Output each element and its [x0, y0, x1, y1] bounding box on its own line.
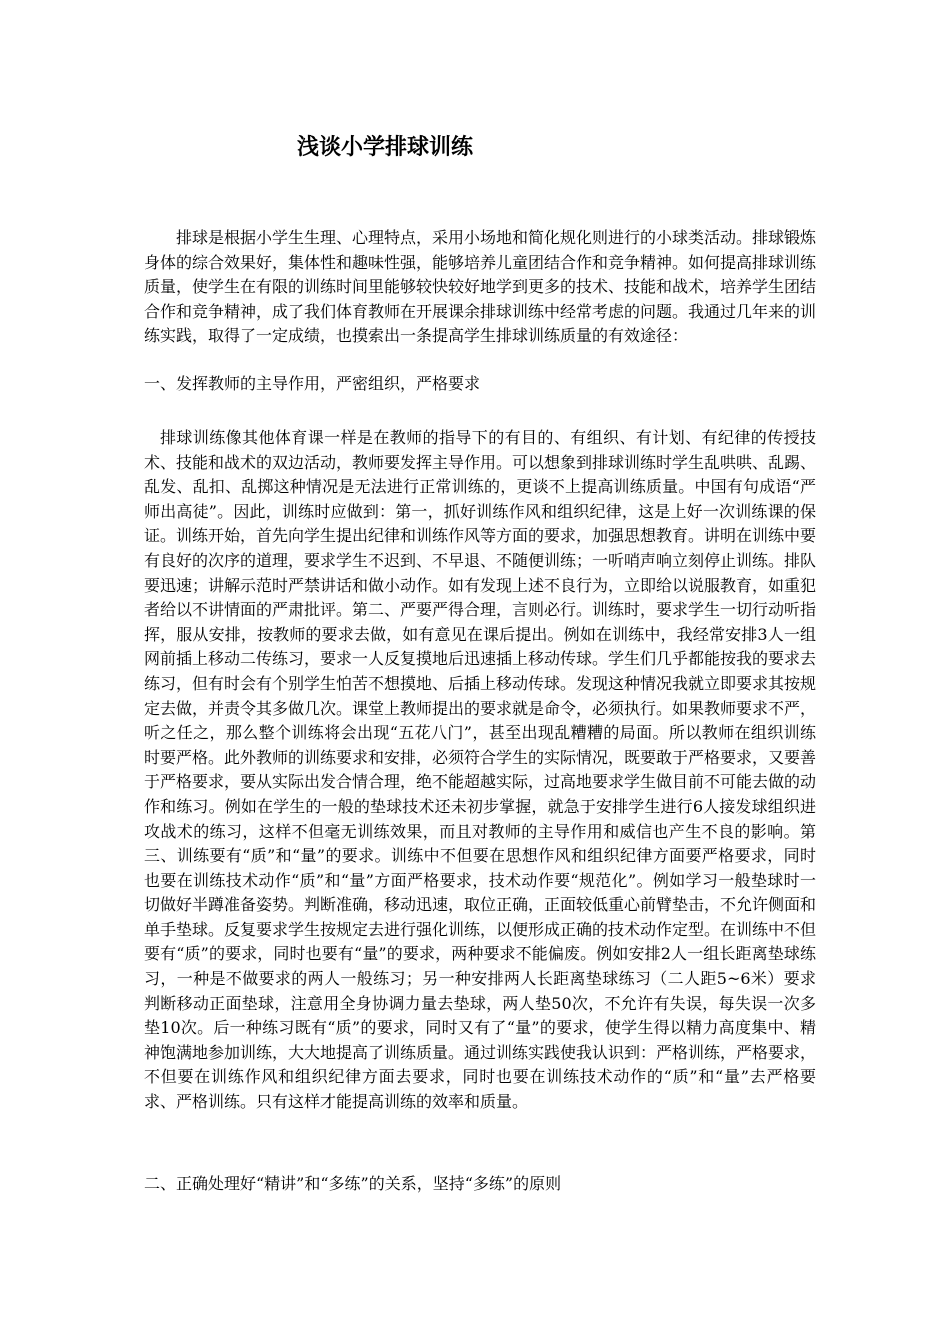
section-1-paragraph: 排球训练像其他体育课一样是在教师的指导下的有目的、有组织、有计划、有纪律的传授技术、技能和战术的双边活动，教师要发挥主导作用。可以想象到排球训练时学生乱哄哄、乱踢、乱发、乱扣、乱掷这种情况是无法进行正常训练的，更谈不上提高训练质量。中国有句成语“严师出高徒”。因此，训练时应做到：第一，抓好训练作风和组织纪律，这是上好一次训练课的保证。训练开始，首先向学生提出纪律和训练作风等方面的要求，加强思想教育。讲明在训练中要有良好的次序的道理，要求学生不迟到、不早退、不随便训练；一听哨声响立刻停止训练。排队要迅速；讲解示范时严禁讲话和做小动作。如有发现上述不良行为，立即给以说服教育，如重犯者给以不讲情面的严肃批评。第二、严要严得合理，言则必行。训练时，要求学生一切行动听指挥，服从安排，按教师的要求去做，如有意见在课后提出。例如在训练中，我经常安排3人一组网前插上移动二传练习，要求一人反复摸地后迅速插上移动传球。学生们几乎都能按我的要求去练习，但有时会有个别学生怕苦不想摸地、后插上移动传球。发现这种情况我就立即要求其按规定去做，并责令其多做几次。课堂上教师提出的要求就是命令，必须执行。如果教师要求不严，听之任之，那么整个训练将会出现“五花八门”，甚至出现乱糟糟的局面。所以教师在组织训练时要严格。此外教师的训练要求和安排，必须符合学生的实际情况，既要敢于严格要求，又要善于严格要求，要从实际出发合情合理，绝不能超越实际，过高地要求学生做目前不可能去做的动作和练习。例如在学生的一般的垫球技术还未初步掌握，就急于安排学生进行6人接发球组织进攻战术的练习，这样不但毫无训练效果，而且对教师的主导作用和威信也产生不良的影响。第三、训练要有“质”和“量”的要求。训练中不但要在思想作风和组织纪律方面要严格要求，同时也要在训练技术动作“质”和“量”方面严格要求，技术动作要“规范化”。例如学习一般垫球时一切做好半蹲准备姿势。判断准确，移动迅速，取位正确，正面较低重心前臂垫击，不允许侧面和单手垫球。反复要求学生按规定去进行强化训练，以便形成正确的技术动作定型。在训练中不但要有“质”的要求，同时也要有“量”的要求，两种要求不能偏废。例如安排2人一组长距离垫球练习，一种是不做要求的两人一般练习；另一种安排两人长距离垫球练习（二人距5~6米）要求判断移动正面垫球，注意用全身协调力量去垫球，两人垫50次，不允许有失误，每失误一次多垫10次。后一种练习既有“质”的要求，同时又有了“量”的要求，使学生得以精力高度集中、精神饱满地参加训练，大大地提高了训练质量。通过训练实践使我认识到：严格训练，严格要求，不但要在训练作风和组织纪律方面去要求，同时也要在训练技术动作的“质”和“量”去严格要求、严格训练。只有这样才能提高训练的效率和质量。	[144, 428, 817, 1112]
section-heading-2: 二、正确处理好“精讲”和“多练”的关系，坚持“多练”的原则	[144, 1174, 562, 1193]
intro-paragraph: 排球是根据小学生生理、心理特点，采用小场地和简化规化则进行的小球类活动。排球锻炼身体的综合效果好，集体性和趣味性强，能够培养儿童团结合作和竞争精神。如何提高排球训练质量，使学生在有限的训练时间里能够较快较好地学到更多的技术、技能和战术，培养学生团结合作和竞争精神，成了我们体育教师在开展课余排球训练中经常考虑的问题。我通过几年来的训练实践，取得了一定成绩，也摸索出一条提高学生排球训练质量的有效途径：	[144, 228, 817, 346]
document-title: 浅谈小学排球训练	[297, 135, 474, 160]
section-heading-1: 一、发挥教师的主导作用，严密组织，严格要求	[144, 374, 481, 393]
